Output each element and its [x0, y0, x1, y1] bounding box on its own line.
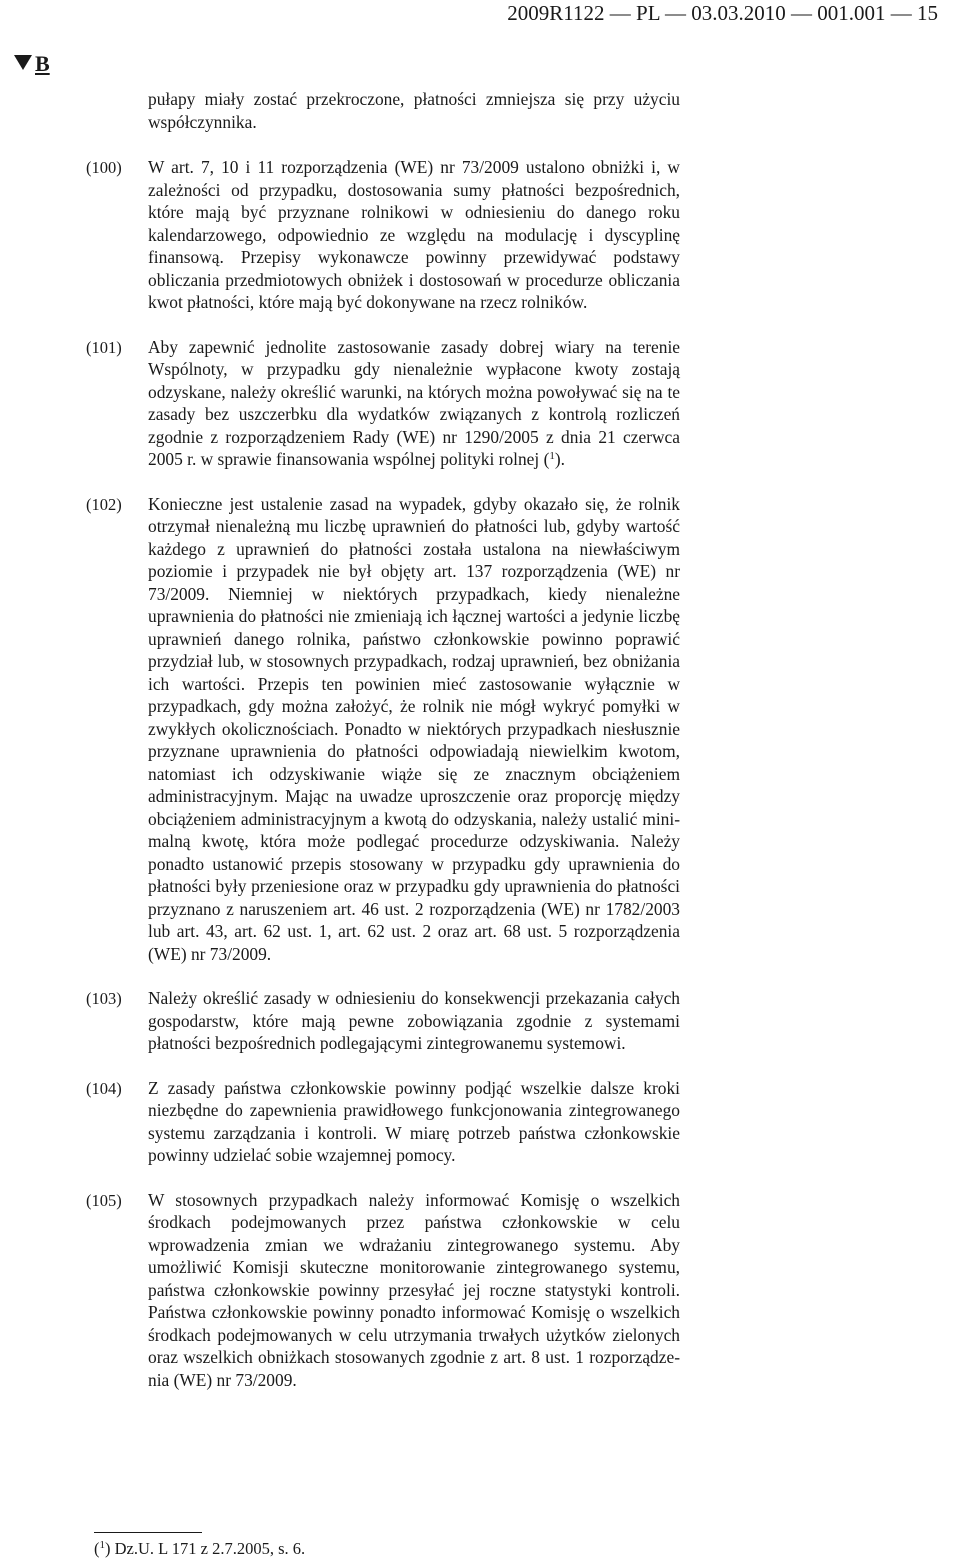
recitals-list: [0, 88, 960, 1391]
recital-number: (100): [86, 158, 122, 177]
footnote: ($^1$) Dz.U. L 171 z 2.7.2005, s. 6.: [94, 1539, 306, 1558]
recital-102: [0, 493, 960, 966]
footnote-text: Dz.U. L 171 z 2.7.2005, s. 6.: [110, 1539, 306, 1558]
recital-text: W stosownych przypadkach należy informować Komisję o wszelkich środkach podejmowanych przez państwa członkowskie w celu wprowadzenia zmian we wdrażaniu zintegrowanego systemu. Aby umożliwić Komisji skuteczne monitorowanie zintegrowanego systemu, państwa członkowskie powinny przesyłać jej roczne statystyki kontroli. Państwa członkowskie powinny ponadto informować Komisję o wszelkich środkach podejmowanych w celu utrzymania trwałych użytków zielonych oraz wszelkich obniżkach stosowanych zgodnie z art. 8 ust. 1 rozporządzenia (WE) nr 73/2009.: [148, 1189, 680, 1390]
recital-text: [148, 336, 680, 471]
footnote-marker: 1: [99, 1539, 105, 1551]
recital-104: [0, 1077, 960, 1167]
recital-text-body: Aby zapewnić jednolite zastosowanie zasady dobrej wiary na terenie Wspólnoty, w przypadku gdy nienależnie wypłacone kwoty zostają odzyskane, należy określić warunki, na których można powoływać się na te zasady bez uszczerbku dla wydatków związanych z kontrolą rozliczeń zgodnie z rozporządzeniem Rady (WE) nr 1290/2005 z dnia 21 czerwca 2005 r. w sprawie finansowania wspólnej polityki rolnej (: [148, 336, 680, 469]
recital-text: Należy określić zasady w odniesieniu do konsekwencji przekazania całych gospodarstw, które mają pewne zobowiązania zgodnie z systemami płatności bezpośrednich podlegającymi zintegrowanemu systemowi.: [148, 988, 680, 1053]
recital-105: [0, 1189, 960, 1392]
recital-100: [0, 156, 960, 314]
recital-number: (103): [86, 989, 122, 1008]
footnote-divider: [94, 1532, 202, 1533]
recital-text: Konieczne jest ustalenie zasad na wypadek, gdyby okazało się, że rolnik otrzymał nienależną mu liczbę uprawnień do płatności lub, gdyby wartość każdego z uprawnień do płatności została ustalona na niewłaściwym poziomie i przypadek nie był objęty art. 137 rozporządzenia (WE) nr 73/2009. Niemniej w niektórych przypadkach, kiedy nienależne uprawnienia do płatności nie zmieniają ich łącznej wartości a jedynie liczbę uprawnień danego rolnika, państwo członkowskie powinno poprawić przydział lub, w stosownych przypadkach, rodzaj uprawnień, bez obniżania ich wartości. Przepis ten powinien mieć zastosowanie wyłącznie w przypadkach, gdy można założyć, że rolnik nie mógł wykryć pomyłki w zwykłych okolicznościach. Ponadto w niektórych przypadkach niesłusznie przyznane uprawnienia do płatności odpowiadają niewielkim kwotom, natomiast ich odzyskiwanie wiąże się ze znacznym obciążeniem administracyjnym. Mając na uwadze uproszczenie oraz proporcję między obciążeniem administracyjnym a kwotą do odzyskania, należy ustalić minimalną kwotę, która może podlegać procedurze odzyskiwania. Należy ponadto ustanowić przepis stosowany w przypadku gdy uprawnienia do płatności były przeniesione oraz w przypadku gdy uprawnienia do płatności przyznano z naruszeniem art. 46 ust. 2 rozporządzenia (WE) nr 1782/2003 lub art. 43, art. 62 ust. 1, art. 62 ust. 2 oraz art. 68 ust. 5 rozporządzenia (WE) nr 73/2009.: [148, 493, 680, 964]
recital-text: pułapy miały zostać przekroczone, płatności zmniejsza się przy użyciu współczynnika.: [148, 89, 680, 132]
recital-text-end: ).: [554, 449, 566, 469]
footnote-reference[interactable]: 1: [549, 450, 555, 462]
recital-continuation: [0, 88, 960, 133]
recital-text: W art. 7, 10 i 11 rozporządzenia (WE) nr 73/2009 ustalono obniżki i, w zależności od przypadku, dostosowania sumy płatności bezpośrednich, które mają być przyznane rolnikowi w odniesieniu do danego roku kalendarzowego, odpowiednio ze względu na modulację i dyscyplinę finansową. Przepisy wykonawcze powinny przewidywać podstawy obliczania przedmiotowych obniżek i dostosowań w procedurze obliczania kwot płatności, które mają być dokonywane na rzecz rolników.: [148, 157, 680, 312]
recital-number: (102): [86, 494, 122, 514]
amendment-marker-letter: B: [35, 51, 50, 76]
running-header: 2009R1122 — PL — 03.03.2010 — 001.001 — 15: [507, 1, 938, 25]
triangle-down-icon: [14, 55, 32, 70]
recital-number: (104): [86, 1078, 122, 1098]
recital-text: Z zasady państwa członkowskie powinny podjąć wszelkie dalsze kroki niezbędne do zapewnienia prawidłowego funkcjonowania zintegrowanego systemu zarządzania i kontroli. W miarę potrzeb państwa członkowskie powinny udzielać sobie wzajemnej pomocy.: [148, 1077, 680, 1165]
recital-number: (101): [86, 337, 122, 357]
recital-101: [0, 336, 960, 471]
amendment-marker: [14, 51, 50, 77]
recital-103: [0, 987, 960, 1055]
recital-number: (105): [86, 1190, 122, 1210]
